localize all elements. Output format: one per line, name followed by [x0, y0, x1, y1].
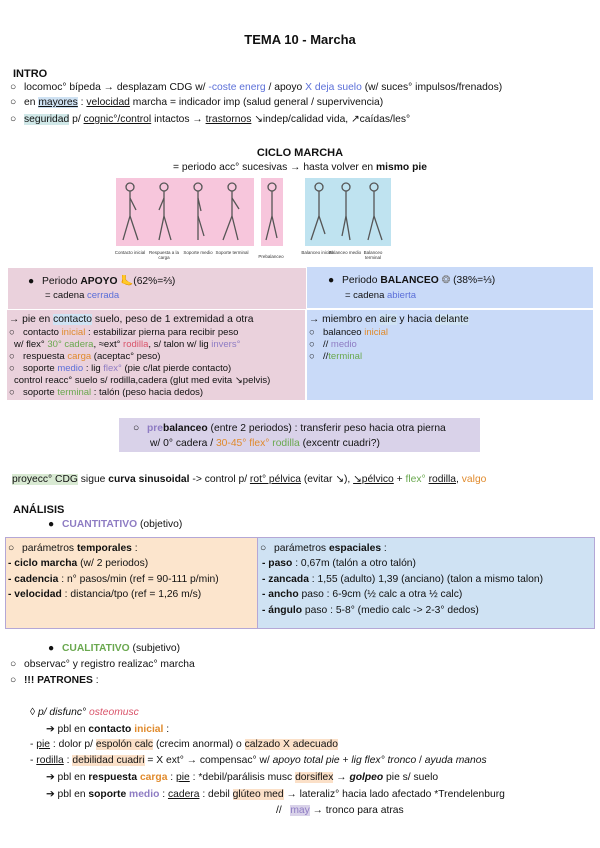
- disfunc-p6: // may → tronco para atras: [276, 805, 404, 816]
- balanceo-sub: = cadena abierta: [345, 290, 417, 301]
- intro-line-1: ○ locomoc° bípeda → desplazam CDG w/ -coste energ / apoyo X deja suelo (w/ suces° impulsos/frenados): [10, 82, 503, 93]
- disfunc-p3: - rodilla : debilidad cuadri = X ext° → compensac° w/ apoyo total pie + lig flex° tronco / ayuda manos: [30, 755, 487, 766]
- espaciales-head: ○ parámetros espaciales :: [260, 543, 387, 554]
- patrones-line: ○ !!! PATRONES :: [10, 675, 99, 686]
- balanceo-line-3: ○ //terminal: [309, 351, 363, 362]
- ciclo-subtitle: = periodo acc° sucesivas → hasta volver en mismo pie: [173, 162, 427, 173]
- caption-balanceo-inicial: Balanceo inicial: [301, 250, 333, 255]
- cuantitativo-label: ● CUANTITATIVO (objetivo): [48, 519, 183, 530]
- analisis-heading: ANÁLISIS: [13, 504, 65, 516]
- espaciales-row-4: - ángulo paso : 5-8° (medio calc -> 2-3° dedos): [262, 605, 479, 616]
- caption-respuesta-carga: Respuesta a la carga: [148, 250, 180, 260]
- apoyo-label: ● Periodo APOYO 🦶(62%=⅔): [28, 276, 176, 287]
- temporales-row-1: - ciclo marcha (w/ 2 periodos): [8, 558, 149, 569]
- caption-balanceo-terminal: Balanceo terminal: [363, 250, 383, 260]
- page-title: TEMA 10 - Marcha: [244, 32, 356, 47]
- balanceo-label: ● Periodo BALANCEO ❂ (38%=⅓): [328, 275, 496, 286]
- espaciales-row-3: - ancho paso : 6-9cm (½ calc a otra ½ calc): [262, 589, 463, 600]
- temporales-row-2: - cadencia : n° pasos/min (ref = 90-111 p/min): [8, 574, 219, 585]
- intro-line-2: ○ en mayores : velocidad marcha = indicador imp (salud general / supervivencia): [10, 97, 384, 108]
- apoyo-line-6: ○ soporte terminal : talón (peso hacia dedos): [9, 387, 204, 398]
- apoyo-line-1: ○ contacto inicial : estabilizar pierna para recibir peso: [9, 327, 239, 338]
- caption-contacto-inicial: Contacto inicial: [114, 250, 146, 255]
- cualitativo-label: ● CUALITATIVO (subjetivo): [48, 643, 181, 654]
- prebalanceo-line-1: ○ prebalanceo (entre 2 periodos) : transferir peso hacia otra pierna: [133, 423, 446, 434]
- proyecc-line: proyecc° CDG sigue curva sinusoidal -> control p/ rot° pélvica (evitar ↘), ↘pélvico + flex° rodilla, valgo: [12, 474, 487, 485]
- prebalanceo-line-2: w/ 0° cadera / 30-45° flex° rodilla (excentr cuadri?): [150, 438, 380, 449]
- apoyo-line-0: → pie en contacto suelo, peso de 1 extremidad a otra: [9, 314, 254, 325]
- apoyo-line-4: ○ soporte medio : lig flex° (pie c/lat pierde contacto): [9, 363, 232, 374]
- temporales-row-3: - velocidad : distancia/tpo (ref = 1,26 m/s): [8, 589, 202, 600]
- disfunc-p1: ➔ pbl en contacto inicial :: [46, 724, 170, 735]
- disfunc-p2: - pie : dolor p/ espolón calc (crecim anormal) o calzado X adecuado: [30, 739, 338, 750]
- espaciales-row-1: - paso : 0,67m (talón a otro talón): [262, 558, 416, 569]
- disfunc-heading: ◊ p/ disfunc° osteomusc: [30, 707, 139, 718]
- gait-figures-icon: [116, 178, 396, 246]
- apoyo-line-2: w/ flex° 30° cadera, ≈ext° rodilla, s/ talon w/ lig invers°: [14, 339, 241, 350]
- observacion-line: ○ observac° y registro realizac° marcha: [10, 659, 195, 670]
- disfunc-p4: ➔ pbl en respuesta carga : pie : *debil/parálisis musc dorsiflex → golpeo pie s/ suelo: [46, 772, 439, 783]
- balanceo-line-0: → miembro en aire y hacia delante: [309, 314, 469, 325]
- wind-icon: ❂: [441, 275, 451, 286]
- temporales-head: ○ parámetros temporales :: [8, 543, 138, 554]
- foot-icon: 🦶: [120, 276, 134, 287]
- apoyo-sub: = cadena cerrada: [45, 290, 120, 301]
- intro-line-3: ○ seguridad p/ cognic°/control intactos → trastornos ↘indep/calidad vida, ↗caídas/les°: [10, 114, 411, 125]
- caption-soporte-medio: Soporte medio: [183, 250, 213, 255]
- ciclo-heading: CICLO MARCHA: [256, 147, 344, 159]
- caption-prebalanceo: Prebalanceo: [258, 254, 284, 259]
- caption-soporte-terminal: Soporte terminal: [215, 250, 249, 255]
- balanceo-line-2: ○ // medio: [309, 339, 357, 350]
- apoyo-line-5: control reacc° suelo s/ rodilla,cadera (glut med evita ↘pelvis): [14, 375, 271, 386]
- apoyo-line-3: ○ respuesta carga (aceptac° peso): [9, 351, 161, 362]
- espaciales-row-2: - zancada : 1,55 (adulto) 1,39 (anciano) (talon a mismo talon): [262, 574, 544, 585]
- caption-balanceo-medio: Balanceo medio: [328, 250, 362, 255]
- balanceo-line-1: ○ balanceo inicial: [309, 327, 388, 338]
- intro-heading: INTRO: [13, 68, 48, 80]
- disfunc-p5: ➔ pbl en soporte medio : cadera : debil glúteo med → lateraliz° hacia lado afectado *Trendelenburg: [46, 789, 505, 800]
